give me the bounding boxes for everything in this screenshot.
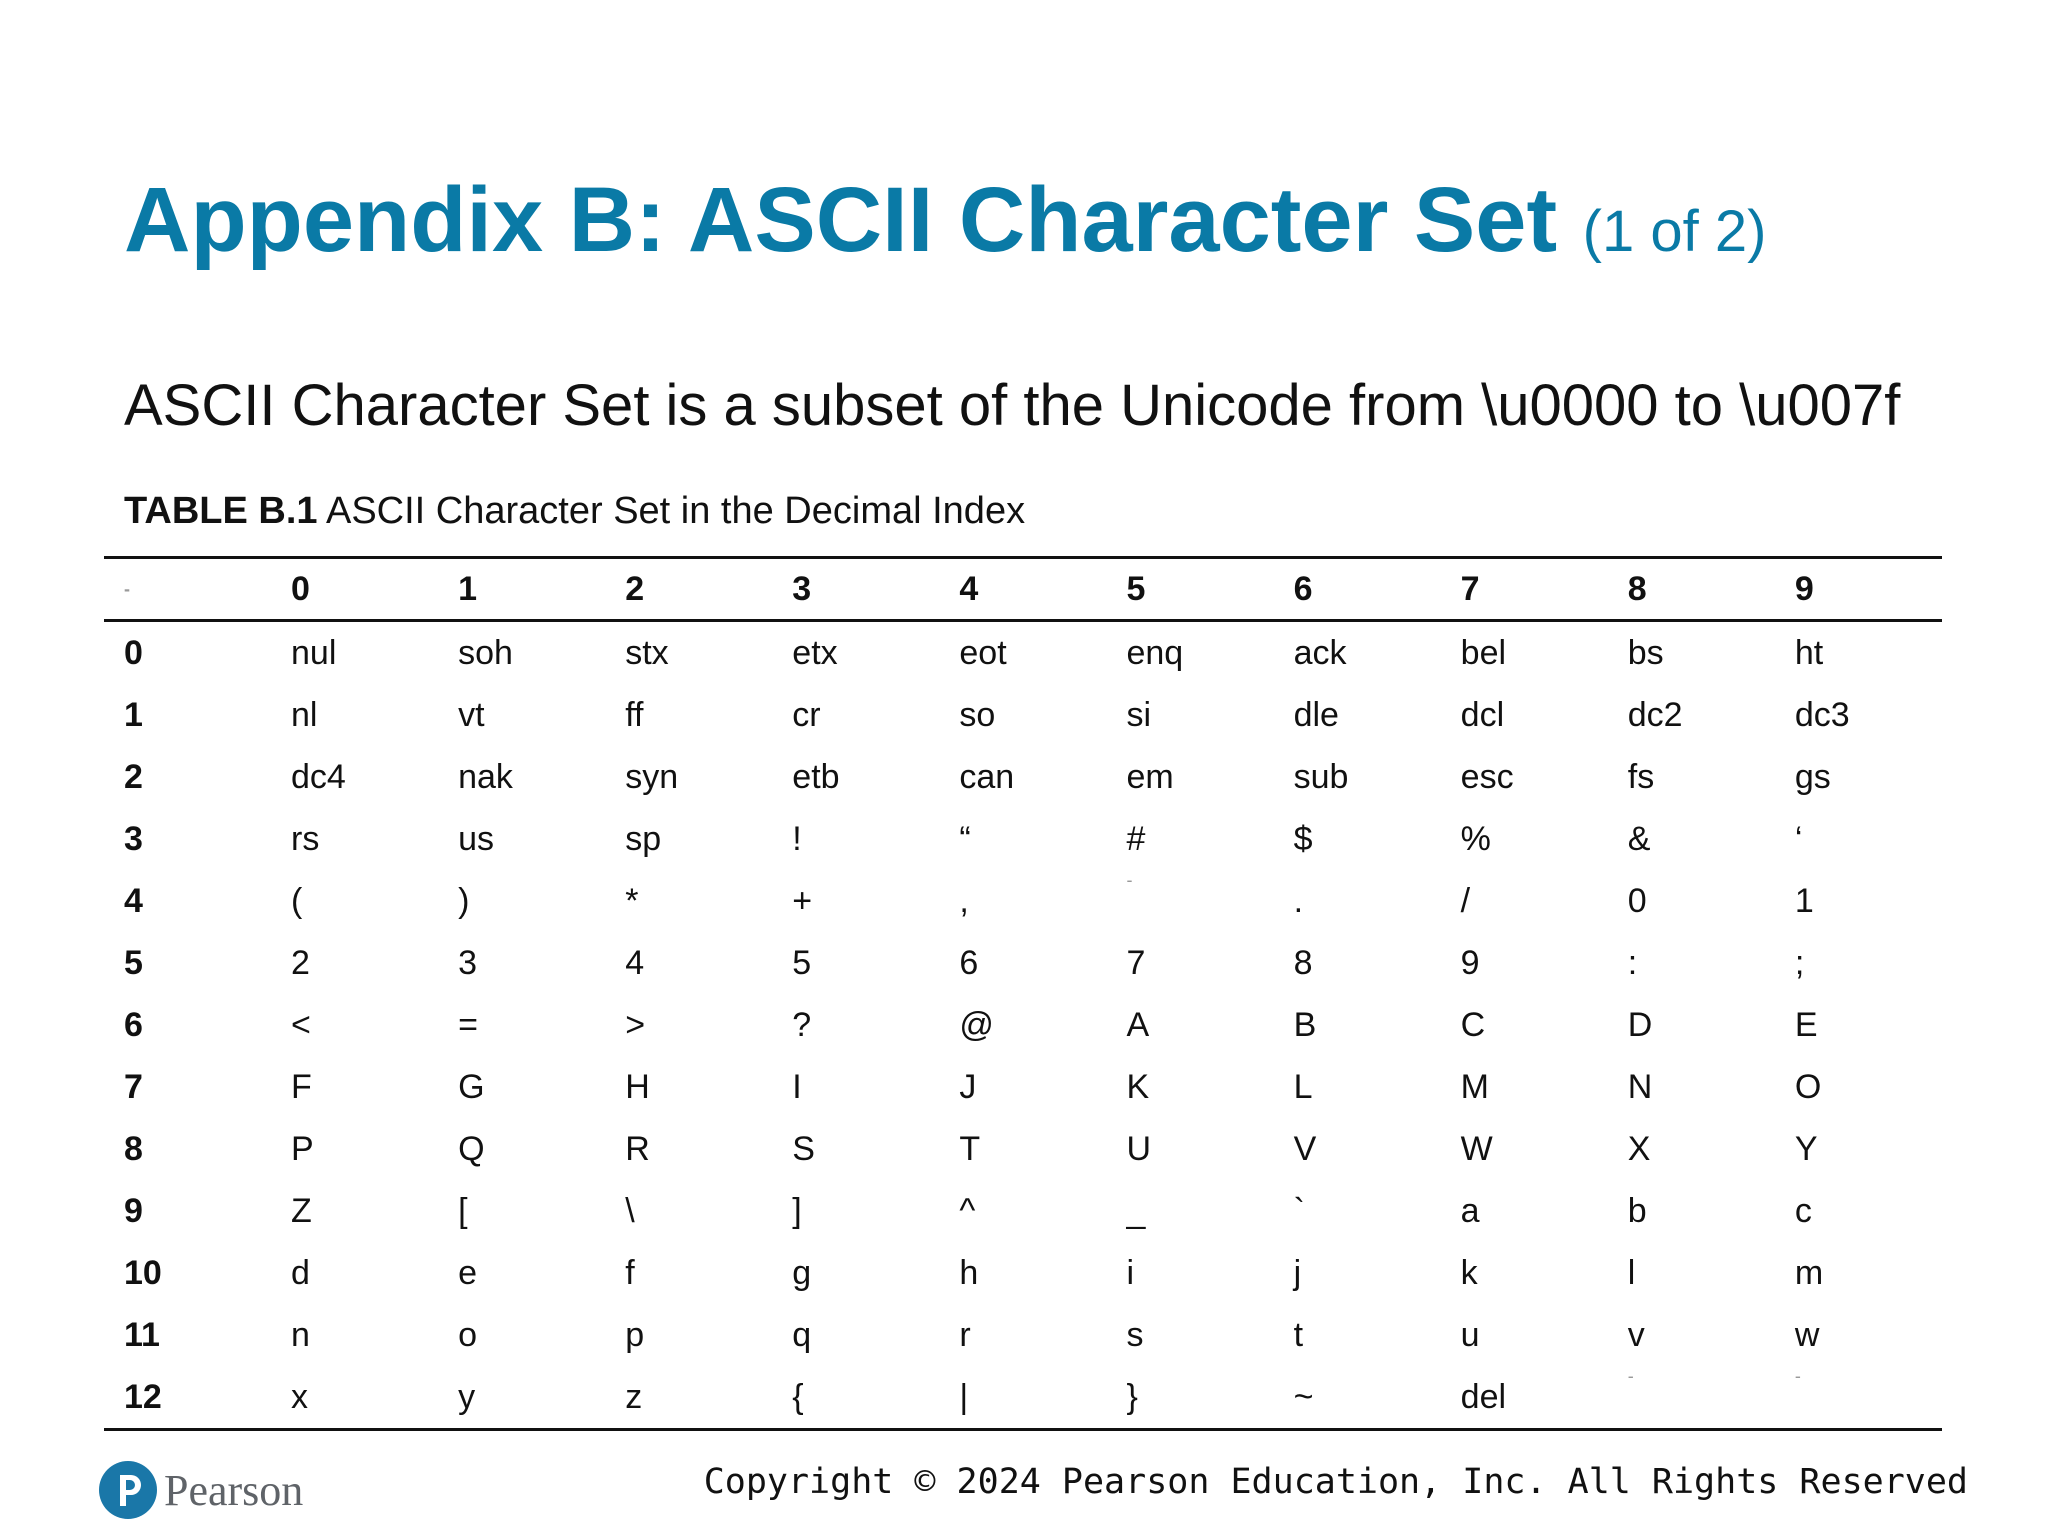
table-cell: -: [1608, 1366, 1775, 1430]
pearson-p-icon: [98, 1460, 158, 1520]
title-part-indicator: (1 of 2): [1582, 199, 1767, 264]
table-cell: v: [1627, 1315, 1645, 1354]
row-header: 8: [124, 1129, 143, 1168]
table-cell: W: [1460, 1129, 1493, 1168]
table-cell: -: [1775, 1366, 1942, 1430]
table-cell: M: [1460, 1067, 1489, 1106]
table-cell: ff: [625, 695, 644, 734]
table-cell: enq: [1126, 633, 1184, 672]
table-cell: us: [458, 819, 495, 858]
table-cell: c: [1794, 1191, 1812, 1230]
table-row: [104, 684, 1942, 746]
table-cell: #: [1126, 819, 1146, 858]
table-row: [104, 1056, 1942, 1118]
table-row: [104, 932, 1942, 994]
table-cell: %: [1460, 819, 1491, 858]
table-cell: cr: [792, 695, 821, 734]
table-cell: nak: [458, 757, 513, 796]
column-header: 2: [605, 558, 772, 621]
table-cell: p: [625, 1315, 645, 1354]
table-row: [104, 1242, 1942, 1304]
table-cell: x: [271, 1366, 438, 1430]
table-cell: 0: [1627, 881, 1647, 920]
table-cell: }: [1106, 1366, 1273, 1430]
column-header: 5: [1106, 558, 1273, 621]
table-cell: I: [792, 1067, 802, 1106]
table-cell: rs: [291, 819, 320, 858]
table-cell: m: [1794, 1253, 1824, 1292]
table-cell: dc2: [1627, 695, 1683, 734]
table-cell: 1: [1794, 881, 1814, 920]
row-header: 6: [124, 1005, 143, 1044]
table-caption-text: ASCII Character Set in the Decimal Index: [317, 490, 1026, 532]
table-cell: L: [1293, 1067, 1313, 1106]
table-row: [104, 994, 1942, 1056]
table-cell: H: [625, 1067, 650, 1106]
table-cell: <: [291, 1005, 311, 1044]
table-cell: 3: [458, 943, 478, 982]
table-cell: V: [1293, 1129, 1317, 1168]
table-cell: eot: [959, 633, 1007, 672]
table-cell: +: [792, 881, 813, 920]
row-header: 2: [124, 757, 143, 796]
table-cell: gs: [1794, 757, 1831, 796]
table-cell: syn: [625, 757, 679, 796]
table-body: [104, 621, 1942, 1430]
column-header: 9: [1775, 558, 1942, 621]
table-cell: 6: [959, 943, 979, 982]
table-cell: -: [1126, 870, 1133, 890]
table-cell: 2: [291, 943, 310, 982]
table-cell: ^: [959, 1191, 976, 1230]
table-cell: O: [1794, 1067, 1822, 1106]
column-header: 7: [1441, 558, 1608, 621]
table-cell: /: [1460, 881, 1471, 920]
table-row: [104, 1304, 1942, 1366]
table-cell: .: [1293, 881, 1304, 920]
table-cell: u: [1460, 1315, 1480, 1354]
table-cell: y: [438, 1366, 605, 1430]
table-row: [104, 621, 1942, 685]
table-cell: soh: [458, 633, 513, 672]
table-cell: =: [458, 1005, 478, 1044]
table-cell: b: [1627, 1191, 1647, 1230]
table-caption: [124, 490, 1025, 533]
table-cell: em: [1126, 757, 1174, 796]
table-cell: q: [792, 1315, 812, 1354]
table-cell: etb: [792, 757, 840, 796]
table-cell: n: [291, 1315, 310, 1354]
table-cell: ;: [1794, 943, 1805, 982]
table-cell: U: [1126, 1129, 1152, 1168]
column-header: 3: [772, 558, 939, 621]
column-header: 1: [438, 558, 605, 621]
column-header: 0: [271, 558, 438, 621]
table-cell: dc3: [1794, 695, 1850, 734]
row-header: 5: [124, 943, 143, 982]
table-cell: dle: [1293, 695, 1339, 734]
subtitle: ASCII Character Set is a subset of the Unicode from \u0000 to \u007f: [124, 373, 1901, 438]
table-cell: fs: [1627, 757, 1655, 796]
row-header: 10: [124, 1253, 162, 1292]
row-header: 0: [124, 633, 143, 672]
table-cell: C: [1460, 1005, 1486, 1044]
copyright-notice: Copyright © 2024 Pearson Education, Inc. All Rights Reserved: [703, 1462, 1968, 1502]
table-cell: ): [458, 881, 470, 920]
table-cell: R: [625, 1129, 650, 1168]
table-cell: j: [1293, 1253, 1302, 1292]
row-header: 3: [124, 819, 143, 858]
column-header: 6: [1274, 558, 1441, 621]
table-cell: S: [792, 1129, 815, 1168]
table-cell: Z: [291, 1191, 312, 1230]
table-cell: *: [625, 881, 639, 920]
table-row: [104, 808, 1942, 870]
column-header: 8: [1608, 558, 1775, 621]
table-cell: i: [1126, 1253, 1135, 1292]
table-cell: ‘: [1794, 819, 1803, 858]
table-cell: :: [1627, 943, 1638, 982]
table-row: [104, 1180, 1942, 1242]
table-cell: X: [1627, 1129, 1651, 1168]
table-cell: |: [939, 1366, 1106, 1430]
table-cell: del: [1441, 1366, 1608, 1430]
table-cell: t: [1293, 1315, 1304, 1354]
table-caption-label: TABLE B.1: [124, 490, 318, 532]
table-cell: P: [291, 1129, 314, 1168]
table-cell: s: [1126, 1315, 1144, 1354]
table-cell: d: [291, 1253, 310, 1292]
table-cell: @: [959, 1005, 994, 1044]
table-cell: r: [959, 1315, 971, 1354]
table-cell: nl: [291, 695, 318, 734]
table-cell: bs: [1627, 633, 1664, 672]
table-row: [104, 1118, 1942, 1180]
table-cell: so: [959, 695, 996, 734]
table-cell: 8: [1293, 943, 1313, 982]
table-cell: vt: [458, 695, 485, 734]
row-header: 7: [124, 1067, 143, 1106]
table-cell: z: [605, 1366, 772, 1430]
table-cell: etx: [792, 633, 838, 672]
table-cell: ,: [959, 881, 969, 920]
row-header: 1: [124, 695, 143, 734]
table-cell: !: [792, 819, 802, 858]
table-cell: 9: [1460, 943, 1480, 982]
table-cell: \: [625, 1191, 635, 1230]
table-cell: 7: [1126, 943, 1146, 982]
table-cell: esc: [1460, 757, 1514, 796]
table-cell: $: [1293, 819, 1313, 858]
table-cell: “: [959, 819, 971, 858]
table-cell: g: [792, 1253, 812, 1292]
table-cell: {: [772, 1366, 939, 1430]
table-cell: E: [1794, 1005, 1818, 1044]
title-main: Appendix B: ASCII Character Set: [124, 169, 1558, 271]
table-cell: ht: [1794, 633, 1824, 672]
table-cell: ack: [1293, 633, 1347, 672]
table-cell: nul: [291, 633, 337, 672]
table-cell: [: [458, 1191, 468, 1230]
table-cell: a: [1460, 1191, 1480, 1230]
table-cell: bel: [1460, 633, 1507, 672]
row-header: 9: [124, 1191, 143, 1230]
table-cell: 5: [792, 943, 812, 982]
table-cell: `: [1293, 1191, 1305, 1230]
table-cell: sub: [1293, 757, 1349, 796]
table-cell: A: [1126, 1005, 1150, 1044]
table-cell: stx: [625, 633, 669, 672]
table-cell: si: [1126, 695, 1152, 734]
table-header-row: [104, 558, 1942, 621]
table-cell: o: [458, 1315, 478, 1354]
table-cell: can: [959, 757, 1015, 796]
table-cell: B: [1293, 1005, 1317, 1044]
logo-text: Pearson: [164, 1465, 304, 1515]
table-cell: 4: [625, 943, 645, 982]
table-cell: l: [1627, 1253, 1636, 1292]
table-cell: k: [1460, 1253, 1478, 1292]
table-cell: w: [1794, 1315, 1820, 1354]
table-cell: ]: [792, 1191, 802, 1230]
page-title: [124, 168, 1766, 273]
table-cell: (: [291, 881, 303, 920]
table-cell: G: [458, 1067, 485, 1106]
table-cell: f: [625, 1253, 635, 1292]
table-cell: dcl: [1460, 695, 1505, 734]
pearson-logo: [98, 1460, 303, 1520]
table-row: [104, 746, 1942, 808]
table-row: [104, 1366, 1942, 1430]
row-header: 12: [104, 1366, 271, 1430]
row-header: 11: [124, 1315, 160, 1354]
table-cell: J: [959, 1067, 977, 1106]
table-cell: N: [1627, 1067, 1653, 1106]
table-cell: _: [1126, 1191, 1146, 1230]
table-cell: e: [458, 1253, 478, 1292]
table-cell: ?: [792, 1005, 812, 1044]
table-cell: >: [625, 1005, 646, 1044]
table-cell: D: [1627, 1005, 1653, 1044]
column-header: 4: [939, 558, 1106, 621]
table-cell: Q: [458, 1129, 485, 1168]
table-cell: K: [1126, 1067, 1150, 1106]
table-cell: ~: [1274, 1366, 1441, 1430]
table-cell: sp: [625, 819, 662, 858]
table-row: [104, 870, 1942, 932]
table-cell: F: [291, 1067, 312, 1106]
table-cell: dc4: [291, 757, 346, 796]
table-cell: Y: [1794, 1129, 1818, 1168]
ascii-table: [104, 556, 1942, 1431]
table-cell: h: [959, 1253, 979, 1292]
table-cell: &: [1627, 819, 1651, 858]
table-corner-cell: -: [104, 558, 271, 621]
row-header: 4: [124, 881, 143, 920]
table-cell: T: [959, 1129, 981, 1168]
